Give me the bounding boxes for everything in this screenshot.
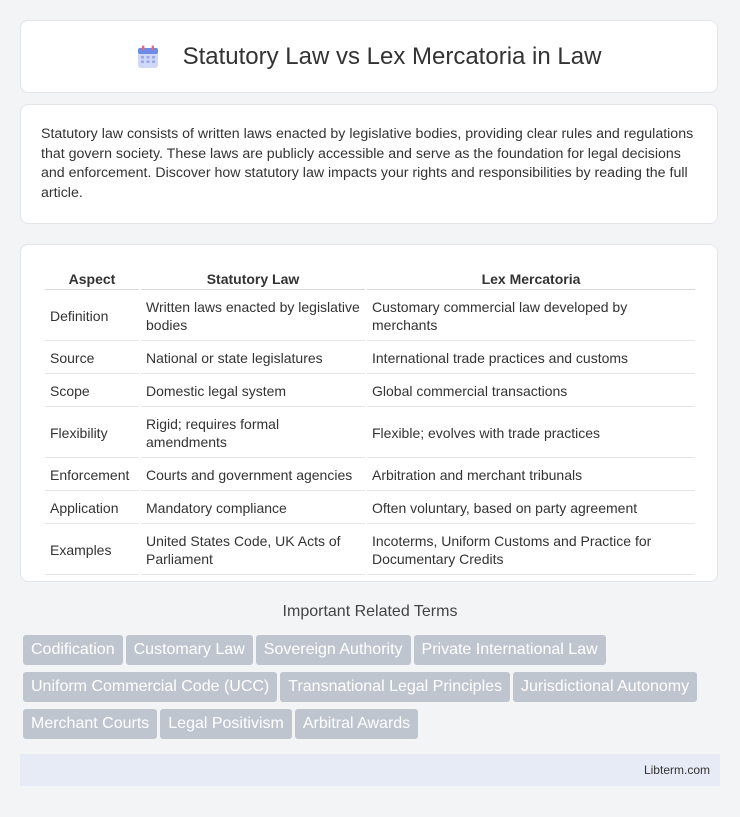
related-term-tag[interactable]: Private International Law bbox=[414, 635, 606, 665]
cell-lex-mercatoria: Global commercial transactions bbox=[367, 376, 695, 407]
cell-aspect: Scope bbox=[45, 376, 139, 407]
cell-aspect: Application bbox=[45, 493, 139, 524]
table-row bbox=[45, 460, 695, 491]
cell-lex-mercatoria: Flexible; evolves with trade practices bbox=[367, 409, 695, 458]
cell-statutory-law: Domestic legal system bbox=[141, 376, 365, 407]
footer-site[interactable]: Libterm.com bbox=[643, 763, 710, 777]
table-row bbox=[45, 343, 695, 374]
related-term-tag[interactable]: Legal Positivism bbox=[160, 709, 292, 739]
cell-statutory-law: National or state legislatures bbox=[141, 343, 365, 374]
header-aspect: Aspect bbox=[45, 267, 139, 290]
cell-statutory-law: Courts and government agencies bbox=[141, 460, 365, 491]
table-row bbox=[45, 376, 695, 407]
comparison-table bbox=[43, 265, 697, 577]
table-row bbox=[45, 292, 695, 341]
comparison-card bbox=[20, 244, 718, 582]
related-terms-list bbox=[23, 635, 723, 746]
cell-aspect: Examples bbox=[45, 526, 139, 575]
related-term-tag[interactable]: Transnational Legal Principles bbox=[280, 672, 510, 702]
cell-lex-mercatoria: Often voluntary, based on party agreement bbox=[367, 493, 695, 524]
table-row bbox=[45, 493, 695, 524]
cell-aspect: Enforcement bbox=[45, 460, 139, 491]
table-row bbox=[45, 409, 695, 458]
calendar-icon bbox=[137, 45, 159, 69]
cell-lex-mercatoria: International trade practices and customs bbox=[367, 343, 695, 374]
related-term-tag[interactable]: Codification bbox=[23, 635, 123, 665]
table-row bbox=[45, 526, 695, 575]
cell-statutory-law: Mandatory compliance bbox=[141, 493, 365, 524]
cell-statutory-law: Rigid; requires formal amendments bbox=[141, 409, 365, 458]
cell-lex-mercatoria: Incoterms, Uniform Customs and Practice for Documentary Credits bbox=[367, 526, 695, 575]
cell-aspect: Source bbox=[45, 343, 139, 374]
intro-text: Statutory law consists of written laws enacted by legislative bodies, providing clear rules and regulations that govern society. These laws are publicly accessible and serve as the foundation for legal decisions and enforcement. Discover how statutory law impacts your rights and responsibilities by reading the full article. bbox=[41, 126, 694, 201]
related-term-tag[interactable]: Merchant Courts bbox=[23, 709, 157, 739]
header-statutory-law: Statutory Law bbox=[141, 267, 365, 290]
header-lex-mercatoria: Lex Mercatoria bbox=[367, 267, 695, 290]
related-terms-title: Important Related Terms bbox=[282, 603, 458, 620]
related-term-tag[interactable]: Customary Law bbox=[126, 635, 253, 665]
footer bbox=[20, 754, 720, 786]
cell-statutory-law: Written laws enacted by legislative bodies bbox=[141, 292, 365, 341]
cell-lex-mercatoria: Arbitration and merchant tribunals bbox=[367, 460, 695, 491]
intro-card bbox=[20, 104, 718, 224]
related-term-tag[interactable]: Sovereign Authority bbox=[256, 635, 411, 665]
cell-statutory-law: United States Code, UK Acts of Parliament bbox=[141, 526, 365, 575]
related-term-tag[interactable]: Uniform Commercial Code (UCC) bbox=[23, 672, 277, 702]
related-term-tag[interactable]: Arbitral Awards bbox=[295, 709, 418, 739]
related-term-tag[interactable]: Jurisdictional Autonomy bbox=[513, 672, 697, 702]
cell-aspect: Flexibility bbox=[45, 409, 139, 458]
table-header-row bbox=[45, 267, 695, 290]
page-title: Statutory Law vs Lex Mercatoria in Law bbox=[182, 42, 602, 70]
cell-lex-mercatoria: Customary commercial law developed by merchants bbox=[367, 292, 695, 341]
cell-aspect: Definition bbox=[45, 292, 139, 341]
header-card bbox=[20, 20, 718, 93]
